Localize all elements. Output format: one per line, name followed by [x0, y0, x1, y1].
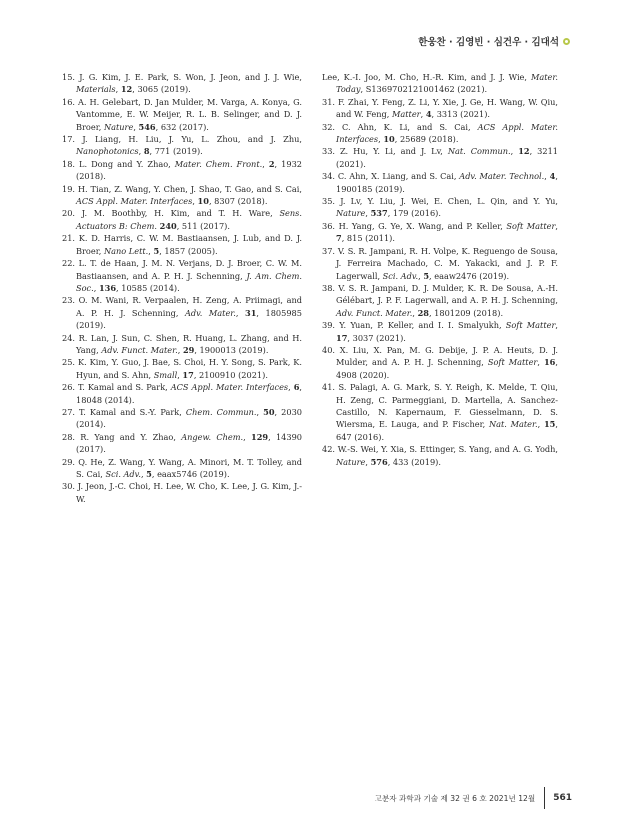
- reference-volume: 10: [383, 134, 395, 145]
- reference-authors: W.-S. Wei, Y. Xia, S. Ettinger, S. Yang, and A. G. Yodh,: [337, 444, 558, 455]
- reference-pages-year: , 1857 (2005).: [159, 245, 218, 256]
- reference-item: [62, 406, 302, 431]
- reference-volume: 31: [245, 307, 257, 318]
- reference-separator: ,: [177, 344, 183, 355]
- reference-journal: Nature: [336, 456, 366, 467]
- reference-pages-year: , 1932 (2018).: [76, 158, 302, 182]
- reference-number: 32.: [322, 121, 336, 132]
- reference-pages-year: , 10585 (2014).: [116, 282, 180, 293]
- reference-separator: ,: [418, 270, 424, 281]
- reference-volume: 12: [120, 84, 133, 95]
- reference-number: 28.: [62, 431, 76, 442]
- reference-authors: C. Ahn, X. Liang, and S. Cai,: [337, 171, 460, 182]
- reference-journal: Chem. Commun.: [185, 406, 257, 417]
- reference-item: [322, 96, 558, 121]
- reference-volume: 17: [182, 369, 194, 380]
- reference-item: [322, 170, 558, 195]
- reference-separator: ,: [412, 307, 418, 318]
- page-footer: [375, 787, 572, 809]
- reference-volume: 5: [423, 270, 430, 281]
- reference-journal: ACS Appl. Mater. Interfaces: [170, 382, 289, 393]
- reference-separator: ,: [235, 307, 246, 318]
- reference-journal: Adv. Funct. Mater.: [336, 307, 413, 318]
- reference-volume: 136: [98, 282, 117, 293]
- reference-volume: 50: [263, 406, 275, 417]
- reference-item: [322, 71, 558, 96]
- reference-pages-year: , eaax5746 (2019).: [151, 469, 230, 479]
- reference-journal: Sci. Adv.: [105, 469, 141, 479]
- reference-journal: Adv. Mater. Technol.: [459, 171, 545, 182]
- reference-authors: R. Yang and Y. Zhao,: [80, 431, 182, 442]
- reference-item: [62, 456, 302, 481]
- reference-authors: F. Zhai, Y. Feng, Z. Li, Y. Xie, J. Ge, H. Wang, W. Qiu, and W. Feng,: [336, 96, 559, 120]
- reference-authors: H. Yang, G. Ye, X. Wang, and P. Keller,: [338, 220, 507, 231]
- reference-number: 16.: [62, 96, 76, 107]
- reference-pages-year: , 632 (2017).: [155, 121, 209, 132]
- reference-pages-year: , 4908 (2020).: [336, 357, 558, 380]
- reference-item: [62, 294, 302, 331]
- reference-separator: ,: [537, 357, 544, 368]
- reference-authors: T. Kamal and S.-Y. Park,: [79, 406, 186, 417]
- reference-number: 41.: [322, 382, 336, 393]
- reference-number: 37.: [322, 245, 336, 256]
- reference-item: [62, 133, 302, 158]
- reference-pages-year: , eaaw2476 (2019).: [429, 270, 510, 281]
- reference-volume: 16: [543, 357, 556, 368]
- reference-separator: ,: [365, 208, 371, 219]
- reference-item: [322, 282, 558, 319]
- reference-volume: 4: [425, 109, 432, 120]
- reference-number: 20.: [62, 208, 76, 219]
- reference-separator: ,: [555, 220, 558, 231]
- reference-journal: Small: [153, 369, 178, 380]
- reference-pages-year: , 511 (2017).: [176, 220, 230, 231]
- reference-journal: Nat. Mater.: [488, 419, 538, 430]
- reference-number: 19.: [62, 183, 76, 194]
- reference-journal: J. Am. Chem. Soc.: [76, 270, 303, 293]
- reference-number: 30.: [62, 481, 76, 492]
- reference-number: 23.: [62, 295, 76, 306]
- reference-number: 35.: [322, 196, 336, 207]
- reference-volume: 5: [153, 245, 160, 256]
- reference-number: 15.: [62, 72, 76, 82]
- reference-item: [62, 207, 302, 232]
- reference-separator: ,: [148, 245, 154, 256]
- reference-separator: ,: [365, 456, 371, 467]
- reference-separator: ,: [192, 196, 198, 207]
- reference-journal: ACS Appl. Mater. Interfaces: [76, 196, 193, 207]
- reference-separator: ,: [133, 121, 139, 132]
- reference-journal: Soft Matter: [505, 320, 556, 331]
- reference-number: 17.: [62, 134, 76, 145]
- footer-journal-info: 고분자 과학과 기술 제 32 권 6 호 2021년 12월: [374, 793, 536, 803]
- reference-journal: Nano Lett.: [103, 245, 149, 256]
- reference-volume: 8: [143, 146, 150, 157]
- reference-separator: ,: [262, 158, 269, 169]
- reference-item: [62, 381, 302, 406]
- reference-journal: Adv. Mater.: [185, 307, 236, 318]
- footer-divider: [544, 787, 545, 809]
- reference-number: 27.: [62, 406, 76, 417]
- reference-volume: 10: [197, 196, 209, 207]
- reference-number: 38.: [322, 282, 336, 293]
- reference-pages-year: , 1900185 (2019).: [336, 171, 558, 194]
- header-circle-icon: [563, 38, 570, 45]
- reference-item: [322, 245, 558, 282]
- reference-number: 40.: [322, 344, 336, 355]
- reference-authors: V. S. R. Jampani, R. H. Volpe, K. Reguengo de Sousa, J. Ferreira Machado, C. M. Yakacki, and J. P. F. Lagerwall,: [336, 245, 558, 281]
- reference-authors: H. Tian, Z. Wang, Y. Chen, J. Shao, T. Gao, and S. Cai,: [77, 183, 302, 194]
- reference-item: [62, 480, 302, 505]
- reference-authors: Z. Hu, Y. Li, and J. Lv,: [340, 146, 448, 157]
- reference-journal: Nat. Commun.: [447, 146, 511, 157]
- reference-separator: ,: [360, 84, 366, 95]
- reference-separator: ,: [140, 469, 147, 479]
- reference-volume: 546: [138, 121, 156, 132]
- reference-journal: Mater. Today: [336, 72, 558, 95]
- reference-number: 42.: [322, 444, 336, 455]
- reference-volume: 7: [336, 233, 342, 244]
- reference-pages-year: , 18048 (2014).: [76, 382, 303, 405]
- reference-pages-year: , 3313 (2021).: [431, 109, 490, 120]
- reference-volume: 29: [182, 344, 195, 355]
- reference-authors: J. Liang, H. Liu, J. Yu, L. Zhou, and J. Zhu,: [82, 134, 302, 145]
- reference-journal: Soft Matter: [487, 357, 538, 368]
- header-authors: 한웅찬 · 김영빈 · 심건우 · 김대석: [418, 37, 559, 48]
- reference-authors: L. Dong and Y. Zhao,: [79, 158, 175, 169]
- reference-number: 18.: [62, 158, 76, 169]
- reference-number: 24.: [62, 332, 76, 343]
- reference-authors: Y. Yuan, P. Keller, and I. I. Smalyukh,: [339, 320, 506, 331]
- reference-separator: ,: [93, 282, 99, 293]
- reference-volume: 17: [336, 332, 348, 343]
- reference-item: [62, 96, 302, 133]
- reference-pages-year: , 3065 (2019).: [132, 84, 191, 95]
- reference-authors: K. Kim, Y. Guo, J. Bae, S. Choi, H. Y. Song, S. Park, K. Hyun, and S. Ahn,: [76, 357, 303, 380]
- reference-authors: V. S. R. Jampani, D. J. Mulder, K. R. De Sousa, A.-H. Gélébart, J. P. F. Lagerwall, and A. P. H. J. Schenning,: [336, 282, 558, 306]
- reference-volume: 4: [549, 171, 556, 182]
- reference-authors: Q. He, Z. Wang, Y. Wang, A. Minori, M. T. Tolley, and S. Cai,: [76, 456, 302, 479]
- reference-item: [62, 232, 302, 257]
- reference-authors: J. M. Boothby, H. Kim, and T. H. Ware,: [81, 208, 280, 219]
- reference-volume: 12: [518, 146, 530, 157]
- reference-journal: Soft Matter: [506, 220, 556, 231]
- reference-item: [322, 344, 558, 381]
- reference-separator: ,: [510, 146, 519, 157]
- reference-authors: J. Jeon, J.-C. Choi, H. Lee, W. Cho, K. Lee, J. G. Kim, J.-W.: [76, 481, 302, 504]
- reference-authors: S. Palagi, A. G. Mark, S. Y. Reigh, K. Melde, T. Qiu, H. Zeng, C. Parmeggiani, D. Martella, A. Sanchez-Castillo, N. Kapernaum, F. Giesselmann, D. S. Wiersma, E. Lauga, and P. Fischer,: [336, 382, 559, 430]
- reference-pages-year: , 1805985 (2019).: [76, 307, 302, 331]
- reference-volume: 129: [251, 431, 269, 442]
- reference-number: 36.: [322, 220, 336, 231]
- reference-journal: Matter: [391, 109, 421, 120]
- reference-item: [62, 183, 302, 208]
- reference-number: 26.: [62, 382, 76, 393]
- reference-authors: L. T. de Haan, J. M. N. Verjans, D. J. Broer, C. W. M. Bastiaansen, and A. P. H. J. Schenning,: [76, 258, 303, 281]
- reference-item: [62, 356, 302, 381]
- reference-volume: 28: [417, 307, 429, 318]
- reference-authors: O. M. Wani, R. Verpaalen, H. Zeng, A. Priimagi, and A. P. H. J. Schenning,: [76, 295, 302, 318]
- reference-pages-year: , 14390 (2017).: [76, 431, 302, 455]
- reference-journal: Sens. Actuators B: Chem.: [76, 208, 302, 231]
- reference-item: [322, 220, 558, 245]
- reference-separator: ,: [555, 320, 559, 331]
- reference-volume: 2: [268, 158, 275, 169]
- reference-pages-year: , 3037 (2021).: [347, 332, 406, 343]
- reference-volume: 5: [146, 469, 152, 479]
- reference-volume: 15: [543, 419, 556, 430]
- reference-volume: 6: [293, 382, 300, 393]
- reference-pages-year: , 1801209 (2018).: [428, 307, 504, 318]
- reference-authors: T. Kamal and S. Park,: [78, 382, 171, 393]
- reference-separator: ,: [256, 406, 264, 417]
- reference-item: [62, 257, 302, 294]
- reference-pages-year: , 3211 (2021).: [336, 146, 559, 169]
- reference-separator: ,: [177, 369, 183, 380]
- reference-journal: Nature: [103, 121, 134, 132]
- reference-separator: ,: [537, 419, 544, 430]
- reference-number: 34.: [322, 171, 336, 182]
- reference-volume: 240: [159, 220, 177, 231]
- reference-item: [322, 381, 558, 443]
- reference-number: 31.: [322, 96, 336, 107]
- reference-pages-year: , 2030 (2014).: [76, 406, 302, 430]
- reference-journal: ACS Appl. Mater. Interfaces: [336, 121, 558, 145]
- reference-number: 25.: [62, 357, 76, 368]
- reference-pages-year: , 1900013 (2019).: [194, 344, 269, 355]
- reference-authors: R. Lan, J. Sun, C. Shen, R. Huang, L. Zhang, and H. Yang,: [76, 332, 302, 355]
- reference-number: 21.: [62, 233, 76, 244]
- reference-journal: Adv. Funct. Mater.: [101, 344, 178, 355]
- reference-separator: ,: [378, 134, 384, 145]
- reference-pages-year: , 647 (2016).: [336, 419, 558, 442]
- reference-number: 29.: [62, 456, 76, 467]
- page-number: 561: [553, 793, 572, 803]
- reference-pages-year: , 8307 (2018).: [208, 196, 268, 207]
- reference-item: [322, 121, 558, 146]
- reference-authors: C. Ahn, K. Li, and S. Cai,: [342, 121, 478, 132]
- reference-number: 22.: [62, 258, 76, 269]
- reference-journal: Materials: [76, 84, 116, 95]
- reference-journal: Angew. Chem.: [181, 431, 244, 442]
- reference-pages-year: , 433 (2019).: [387, 456, 441, 467]
- reference-item: [322, 145, 558, 170]
- reference-item: [62, 431, 302, 456]
- reference-pages-year: , 179 (2016).: [387, 208, 441, 219]
- reference-number: 33.: [322, 146, 336, 157]
- reference-item: [62, 158, 302, 183]
- reference-pages-year: S1369702121001462 (2021).: [365, 84, 488, 95]
- reference-number: 39.: [322, 320, 336, 331]
- reference-journal: Mater. Chem. Front.: [174, 158, 263, 169]
- reference-separator: ,: [288, 382, 294, 393]
- reference-journal: Nature: [336, 208, 366, 219]
- reference-separator: ,: [115, 84, 121, 95]
- reference-pages-year: , 771 (2019).: [149, 146, 203, 157]
- reference-journal: Sci. Adv.: [382, 270, 419, 281]
- reference-journal: Nanophotonics: [76, 146, 139, 157]
- running-header: [418, 34, 570, 48]
- reference-authors: J. Lv, Y. Liu, J. Wei, E. Chen, L. Qin, and Y. Yu,: [340, 196, 558, 207]
- reference-pages-year: , 815 (2011).: [341, 233, 395, 244]
- references-left-column: [62, 71, 302, 505]
- reference-item: [322, 443, 558, 468]
- references-right-column: [322, 71, 558, 468]
- reference-volume: 537: [370, 208, 388, 219]
- reference-item: [322, 319, 558, 344]
- reference-separator: ,: [138, 146, 144, 157]
- reference-separator: ,: [243, 431, 251, 442]
- reference-item: [62, 71, 302, 96]
- reference-item: [322, 195, 558, 220]
- reference-volume: 576: [370, 456, 388, 467]
- reference-pages-year: , 25689 (2018).: [394, 134, 459, 145]
- reference-separator: ,: [420, 109, 426, 120]
- reference-authors: K. D. Harris, C. W. M. Bastiaansen, J. Lub, and D. J. Broer,: [76, 233, 302, 256]
- reference-authors: Lee, K.-I. Joo, M. Cho, H.-R. Kim, and J. J. Wie,: [322, 72, 531, 82]
- reference-separator: ,: [544, 171, 550, 182]
- reference-authors: X. Liu, X. Pan, M. G. Debije, J. P. A. Heuts, D. J. Mulder, and A. P. H. J. Schenning,: [336, 344, 558, 368]
- reference-pages-year: , 2100910 (2021).: [193, 369, 268, 380]
- reference-item: [62, 332, 302, 357]
- reference-authors: J. G. Kim, J. E. Park, S. Won, J. Jeon, and J. J. Wie,: [79, 72, 302, 82]
- reference-authors: A. H. Gelebart, D. Jan Mulder, M. Varga, A. Konya, G. Vantomme, E. W. Meijer, R. L. B. Selinger, and D. J. Broer,: [76, 96, 302, 132]
